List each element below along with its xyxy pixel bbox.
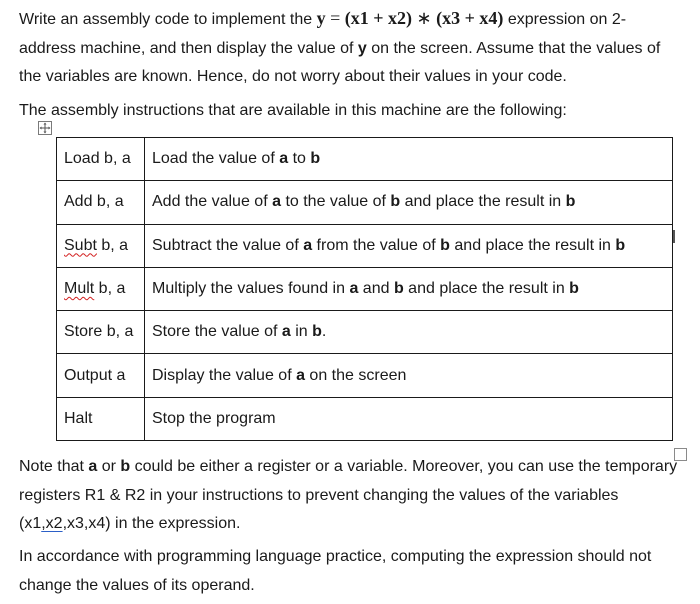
- description-text: and place the result in: [403, 280, 570, 298]
- description-text: Store the value of: [152, 323, 282, 341]
- operand-name: a: [281, 323, 291, 341]
- expr-group-2: (x3 + x4): [436, 8, 504, 28]
- instruction-syntax-cell: [57, 397, 145, 440]
- instruction-syntax-cell: [57, 267, 145, 310]
- note-text-3: could be either a register or a variable. Moreover, you can use the temporary registers R1 & R2 in your instructions to prevent changing the values of the variables (: [19, 458, 678, 532]
- instruction-syntax-text: Output a: [64, 366, 126, 384]
- note-x1: x1: [24, 515, 42, 532]
- instruction-syntax-cell: [57, 311, 145, 354]
- table-move-handle-icon[interactable]: [38, 121, 52, 135]
- description-text: to the value of: [281, 193, 391, 211]
- operand-name: a: [279, 150, 289, 168]
- table-row: [57, 138, 673, 181]
- spellcheck-marked-word: Subt: [64, 236, 97, 254]
- note-paragraph: [19, 453, 679, 539]
- intro-rest: on the screen. Assume that the values of the variables are known. Hence, do not worry about their values in your code.: [19, 39, 661, 85]
- intro-lead: Write an assembly code to implement the: [19, 11, 317, 28]
- instruction-syntax-cell: [57, 138, 145, 181]
- note-x2-marked: ,x2: [41, 515, 63, 532]
- expr-equals: =: [325, 8, 345, 28]
- expr-times: ∗: [412, 8, 437, 28]
- instruction-syntax-text: Load b, a: [64, 150, 131, 168]
- operand-name: b: [393, 280, 404, 298]
- instruction-syntax-text: b, a: [96, 236, 129, 254]
- operand-name: a: [303, 236, 313, 254]
- note-b: b: [120, 458, 131, 475]
- instruction-syntax-text: Store b, a: [64, 323, 134, 341]
- operand-name: a: [296, 366, 305, 384]
- table-row: [57, 397, 673, 440]
- instruction-description-cell: [145, 311, 673, 354]
- description-text: Subtract the value of: [152, 236, 304, 254]
- operand-name: a: [272, 193, 281, 211]
- column-resize-marker[interactable]: [673, 230, 675, 243]
- description-text: and: [358, 280, 394, 298]
- table-row: [57, 311, 673, 354]
- instruction-syntax-cell: [57, 224, 145, 267]
- table-row: [57, 181, 673, 224]
- note-text-1: Note that: [19, 458, 89, 475]
- instruction-description-cell: [145, 224, 673, 267]
- description-text: and place the result in: [400, 193, 566, 211]
- note-text-4: ,x3,x4) in the expression.: [62, 515, 241, 532]
- instruction-description-cell: [145, 138, 673, 181]
- operand-name: a: [349, 280, 359, 298]
- instruction-syntax-cell: [57, 181, 145, 224]
- instruction-syntax-text: Add b, a: [64, 193, 124, 211]
- table-row: [57, 267, 673, 310]
- description-text: from the value of: [312, 236, 441, 254]
- expr-y: y: [316, 8, 326, 28]
- expression: [317, 8, 504, 28]
- description-text: Stop the program: [152, 409, 276, 427]
- operand-name: b: [312, 323, 322, 341]
- table-row: [57, 224, 673, 267]
- intro-var-y: y: [357, 39, 367, 57]
- instruction-description-cell: [145, 397, 673, 440]
- note-text-2: or: [97, 458, 121, 475]
- operand-name: b: [615, 236, 626, 254]
- description-text: to: [288, 150, 311, 168]
- description-text: Multiply the values found in: [152, 280, 350, 298]
- closing-paragraph: In accordance with programming language practice, computing the expression should not change the values of its operand.: [19, 548, 652, 594]
- operand-name: b: [440, 236, 450, 254]
- operand-name: b: [390, 193, 401, 211]
- description-text: Load the value of: [152, 150, 280, 168]
- operand-name: b: [310, 150, 321, 168]
- description-text: Display the value of: [152, 366, 297, 384]
- instruction-syntax-cell: [57, 354, 145, 397]
- instruction-description-cell: [145, 354, 673, 397]
- expr-group-1: (x1 + x2): [344, 8, 413, 28]
- table-row: [57, 354, 673, 397]
- instruction-description-cell: [145, 267, 673, 310]
- operand-name: b: [565, 193, 576, 211]
- description-text: .: [321, 323, 327, 341]
- description-text: on the screen: [304, 366, 407, 384]
- instruction-description-cell: [145, 181, 673, 224]
- spellcheck-marked-word: Mult: [64, 280, 95, 298]
- description-text: and place the result in: [449, 236, 616, 254]
- intro-paragraph: [19, 4, 679, 92]
- instruction-syntax-text: b, a: [94, 280, 126, 298]
- description-text: Add the value of: [152, 193, 273, 211]
- note-a: a: [88, 458, 98, 475]
- intro-after-expression: expression on 2-address machine, and then display the value of: [19, 11, 627, 57]
- operand-name: b: [569, 280, 579, 298]
- instruction-syntax-text: Halt: [64, 409, 93, 427]
- instruction-table: [56, 137, 673, 441]
- available-heading: The assembly instructions that are available in this machine are the following:: [19, 102, 567, 119]
- description-text: in: [290, 323, 313, 341]
